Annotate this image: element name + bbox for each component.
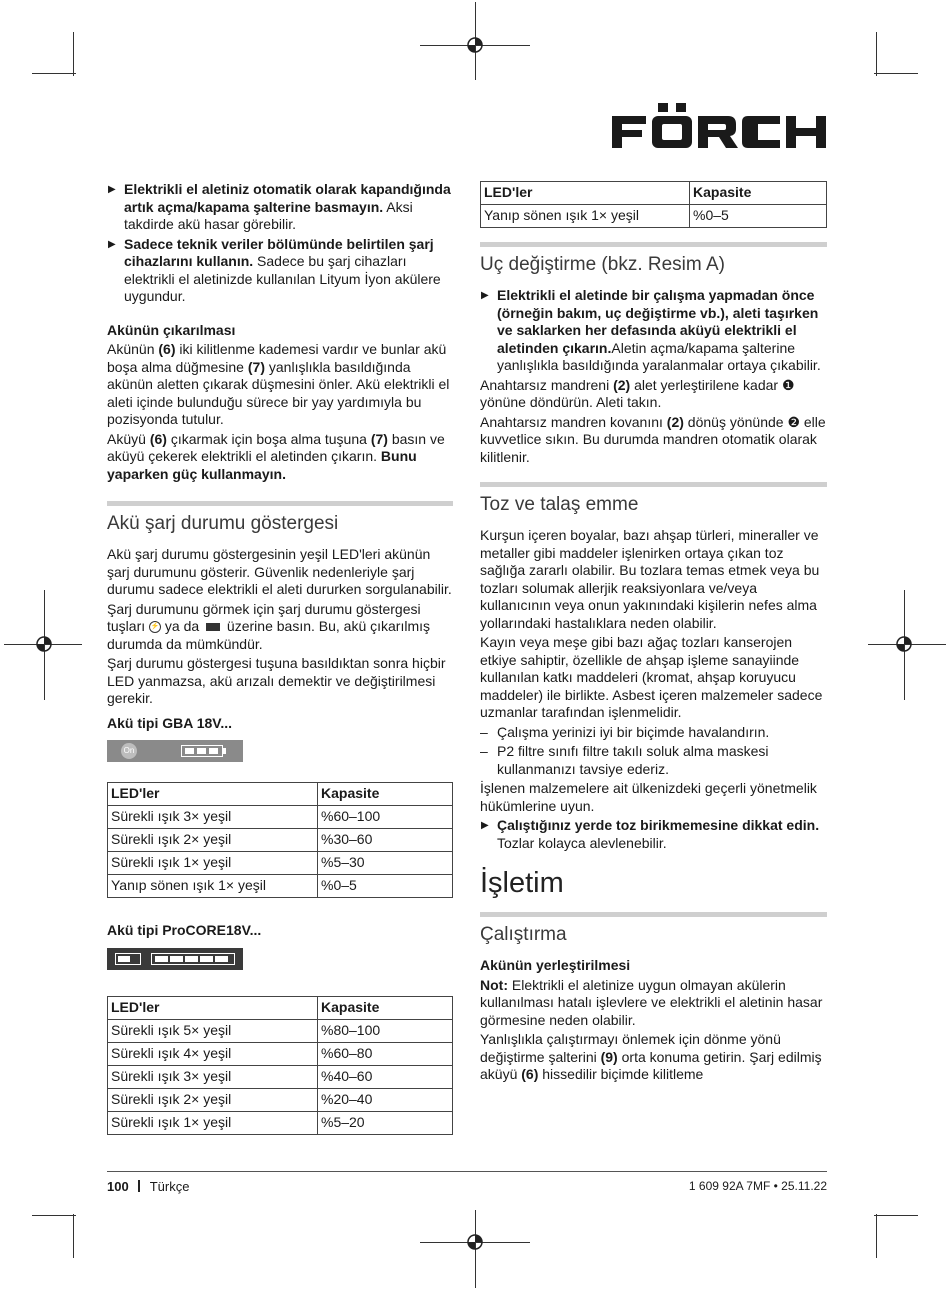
table-cell: %80–100 [318, 1019, 453, 1042]
on-button-icon: On [121, 743, 137, 759]
page-number: 100 [107, 1179, 129, 1194]
table-cell: %40–60 [318, 1065, 453, 1088]
footer-language: Türkçe [149, 1179, 190, 1194]
table-cell: %5–30 [318, 852, 453, 875]
paragraph: Anahtarsız mandreni (2) alet yerleştirilene kadar ❶ yönüne döndürün. Aleti takın. [480, 376, 795, 410]
procore-indicator-graphic [107, 948, 243, 970]
table-cell: Sürekli ışık 4× yeşil [108, 1042, 318, 1065]
led-icon [215, 956, 228, 962]
table-cell: Sürekli ışık 1× yeşil [108, 852, 318, 875]
led-icon [155, 956, 168, 962]
table-cell: %60–80 [318, 1042, 453, 1065]
right-column [480, 181, 827, 1084]
paragraph: Kurşun içeren boyalar, bazı ahşap türleri, mineraller ve metaller gibi maddeler işlenirken ortaya çıkan toz sağlığa zararlı olabilir. Bu tozlara temas etmek veya bu tozları solumak allerjik reaksiyonlara ve/veya kullanıcının veya onun yakınındaki kişilerin nefes alma yollarındaki hastalıklara neden olabilir. [480, 527, 820, 631]
crop-mark [874, 73, 918, 74]
subheading: Akü tipi ProCORE18V... [107, 922, 262, 938]
paragraph: Şarj durumunu görmek için şarj durumu göstergesi tuşları ⚡ ya da üzerine basın. Bu, akü çıkarılmış durumda da mümkündür. [107, 600, 431, 652]
paragraph: Şarj durumu göstergesi tuşuna basıldıktan sonra hiçbir LED yanmazsa, akü arızalı demektir ve değiştirilmesi gerekir. [107, 655, 446, 706]
section-heading: Akü şarj durumu göstergesi [107, 501, 453, 536]
table-row [108, 1019, 453, 1042]
paragraph: İşlenen malzemelere ait ülkenizdeki geçerli yönetmelik hükümlerine uyun. [480, 780, 817, 814]
warning-item: ▶ Çalıştığınız yerde toz birikmemesine dikkat edin. Tozlar kolayca alevlenebilir. [480, 817, 827, 852]
section-heading: Çalıştırma [480, 912, 827, 947]
section-heading: Toz ve talaş emme [480, 482, 827, 517]
registration-target-icon [895, 635, 913, 653]
crop-mark [73, 32, 74, 76]
footer-left [107, 1178, 189, 1196]
table-header: Kapasite [690, 182, 827, 205]
table-row [108, 1065, 453, 1088]
paragraph: Akü şarj durumu göstergesinin yeşil LED'leri akünün şarj durumunu gösterir. Güvenlik nedenleriyle şarj durumu sadece elektrikli el aleti dururken sorgulanabilir. [107, 546, 452, 597]
battery-button-icon: ⚡ [149, 621, 161, 633]
table-cell: Sürekli ışık 5× yeşil [108, 1019, 318, 1042]
warning-item: ▶ Sadece teknik veriler bölümünde belirtilen şarj cihazlarını kullanın. Sadece bu şarj cihazları elektrikli el aletinizde kullanılan Lityum İyon akülere uygundur. [107, 236, 453, 306]
table-cell: %0–5 [690, 205, 827, 228]
battery-fill-icon [118, 956, 130, 962]
table-row [108, 1042, 453, 1065]
table-cell: Yanıp sönen ışık 1× yeşil [481, 205, 690, 228]
table-cell: Sürekli ışık 2× yeşil [108, 829, 318, 852]
table-cell: %0–5 [318, 875, 453, 898]
battery-tip-icon [223, 748, 226, 754]
subheading: Akünün yerleştirilmesi [480, 957, 631, 973]
led-icon [200, 956, 213, 962]
paragraph: Anahtarsız mandren kovanını (2) dönüş yönünde ❷ elle kuvvetlice sıkın. Bu durumda mandren otomatik olarak kilitlenir. [480, 413, 826, 465]
table-cell: Sürekli ışık 3× yeşil [108, 1065, 318, 1088]
warning-item: ▶ Elektrikli el aletiniz otomatik olarak kapandığında artık açma/kapama şalterine basmayın. Aksi takdirde akü hasar görebilir. [107, 181, 453, 234]
paragraph: Not: Elektrikli el aletinize uygun olmayan akülerin kullanılması hatalı işlevlere ve elektrikli el aletinin hasar görmesine neden olabilir. [480, 976, 823, 1028]
table-row [108, 1088, 453, 1111]
table-cell: Sürekli ışık 1× yeşil [108, 1111, 318, 1134]
table-row [108, 806, 453, 829]
registration-target-icon [466, 1233, 484, 1251]
gba-indicator-graphic [107, 740, 243, 762]
table-row [108, 875, 453, 898]
registration-target-icon [466, 36, 484, 54]
table-cell: %30–60 [318, 829, 453, 852]
procore-capacity-table [107, 996, 453, 1135]
table-cell: %20–40 [318, 1088, 453, 1111]
warning-item: ▶ Elektrikli el aletinde bir çalışma yapmadan önce (örneğin bakım, uç değiştirme vb.), aleti taşırken ve saklarken her defasında aküyü elektrikli el aletinden çıkarın.Aletin açma/kapama şalterine yanlışlıkla basıldığında yaralanmalar ortaya çıkabilir. [480, 287, 827, 375]
left-column [107, 181, 453, 1135]
led-icon [197, 748, 206, 754]
crop-mark [874, 1215, 918, 1216]
battery-gauge-icon [206, 623, 220, 631]
forch-logo [612, 100, 828, 154]
led-icon [209, 748, 218, 754]
footer-divider [138, 1180, 140, 1192]
table-row [108, 852, 453, 875]
list-item: – P2 filtre sınıfı filtre takılı soluk alma maskesi kullanmanızı tavsiye ederiz. [480, 743, 827, 778]
led-icon [170, 956, 183, 962]
paragraph: Kayın veya meşe gibi bazı ağaç tozları kanserojen etkiye sahiptir, özellikle de ahşap işleme sanayiinde kullanılan katkı maddeleri (kromat, ahşap koruyucu maddeler) ile birlikte. Asbest içeren malzemeler sadece uzmanlar tarafından işlenmelidir. [480, 634, 823, 720]
table-row [481, 205, 827, 228]
section-heading: Uç değiştirme (bkz. Resim A) [480, 242, 827, 277]
footer-rule [107, 1171, 827, 1172]
chapter-title: İşletim [480, 867, 564, 899]
crop-mark [73, 1214, 74, 1258]
crop-mark [876, 1214, 877, 1258]
list-item: – Çalışma yerinizi iyi bir biçimde havalandırın. [480, 724, 827, 742]
table-header: Kapasite [318, 783, 453, 806]
gba-capacity-table [107, 782, 453, 898]
table-header: Kapasite [318, 996, 453, 1019]
table-header: LED'ler [108, 996, 318, 1019]
logo-text: FÖRCH [612, 100, 616, 101]
table-cell: Sürekli ışık 2× yeşil [108, 1088, 318, 1111]
subheading: Akü tipi GBA 18V... [107, 714, 232, 731]
crop-mark [32, 1215, 76, 1216]
capacity-table-continued [480, 181, 827, 228]
paragraph: Aküyü (6) çıkarmak için boşa alma tuşuna (7) basın ve aküyü çekerek elektrikli el aletinden çıkarın. Bunu yaparken güç kullanmayın. [107, 430, 445, 482]
table-cell: %5–20 [318, 1111, 453, 1134]
footer-code: 1 609 92A 7MF • 25.11.22 [688, 1179, 827, 1193]
paragraph: Yanlışlıkla çalıştırmayı önlemek için dönme yönü değiştirme şalterini (9) orta konuma getirin. Şarj edilmiş aküyü (6) hissedilir biçimde kilitleme [480, 1031, 822, 1082]
crop-mark [32, 73, 76, 74]
table-header: LED'ler [108, 783, 318, 806]
table-cell: Sürekli ışık 3× yeşil [108, 806, 318, 829]
paragraph: Akünün (6) iki kilitlenme kademesi vardır ve bunlar akü boşa alma düğmesine (7) yanlışlıkla basıldığında akünün aletten çıkarak düşmesini önler. Akü elektrikli el aleti içinde bulunduğu sürece bir yay yardımıyla bu pozisyonda tutulur. [107, 341, 450, 427]
led-icon [185, 748, 194, 754]
table-cell: Yanıp sönen ışık 1× yeşil [108, 875, 318, 898]
led-icon [185, 956, 198, 962]
crop-mark [876, 32, 877, 76]
table-header: LED'ler [481, 182, 690, 205]
table-cell: %60–100 [318, 806, 453, 829]
subheading: Akünün çıkarılması [107, 321, 236, 338]
registration-target-icon [35, 635, 53, 653]
table-row [108, 829, 453, 852]
table-row [108, 1111, 453, 1134]
